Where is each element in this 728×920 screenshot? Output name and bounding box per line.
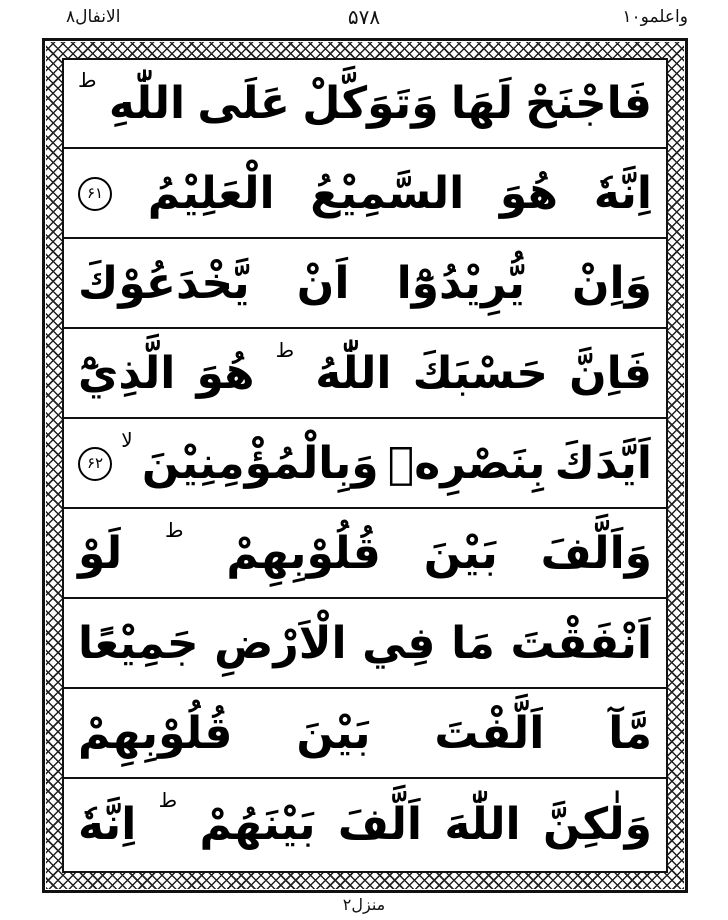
word: اَنْ [296, 257, 350, 309]
word: وَبِالْمُؤْمِنِيْنَ [141, 437, 379, 489]
word: الْعَلِيْمُ [147, 167, 275, 219]
text-line [64, 330, 666, 419]
manzil-label: منزل۲ [342, 895, 386, 914]
word: حَسْبَكَ [412, 347, 549, 399]
text-line [64, 240, 666, 329]
waqf-mark: ط [165, 518, 184, 542]
word: اللّٰهَ [444, 798, 521, 850]
waqf-mark: ط [158, 788, 178, 812]
word: بَيْنَ [296, 707, 371, 759]
word: لَوْ [78, 527, 123, 579]
word: بَيْنَهُمْ [199, 798, 316, 850]
word: اَلَّفْتَ [434, 707, 545, 759]
word: جَمِيْعًا [78, 617, 199, 669]
text-block [64, 60, 666, 871]
text-line [64, 150, 666, 239]
word: وَلٰكِنَّ [542, 798, 652, 850]
para-name: واعلمو۱۰ [622, 7, 688, 27]
word: وَاَلَّفَ [540, 527, 652, 579]
word: اَلَّفَ [337, 798, 422, 850]
waqf-mark: لا [121, 428, 133, 452]
word: اَيَّدَكَ [554, 437, 652, 489]
word: السَّمِيْعُ [310, 167, 465, 219]
text-line [64, 60, 666, 149]
word: لَهَا [450, 77, 513, 129]
text-line [64, 420, 666, 509]
text-line [64, 780, 666, 869]
word: وَتَوَكَّلْ [302, 77, 439, 129]
word: بَيْنَ [423, 527, 498, 579]
word: اَنْفَقْتَ [510, 617, 652, 669]
ayah-number-marker: ۶۱ [78, 177, 112, 211]
word: عَلَى [197, 77, 290, 129]
word: اللّٰهِ [108, 77, 186, 129]
word: مَّآ [608, 707, 652, 759]
word: الْاَرْضِ [214, 617, 347, 669]
waqf-mark: ط [275, 338, 295, 362]
word: بِنَصْرِهٖ [387, 437, 546, 489]
word: اللّٰهُ [315, 347, 392, 399]
word: مَا [451, 617, 495, 669]
word: يَّخْدَعُوْكَ [78, 257, 250, 309]
page-number: ۵۷۸ [347, 5, 381, 29]
ayah-number-marker: ۶۲ [78, 447, 112, 481]
word: هُوَ [196, 347, 255, 399]
word: فِي [362, 617, 436, 669]
word: هُوَ [499, 167, 558, 219]
word: قُلُوْبِهِمْ [226, 527, 381, 579]
word: اِنَّهٗ [78, 798, 137, 850]
word: يُّرِيْدُوْٓا [396, 257, 525, 309]
word: قُلُوْبِهِمْ [78, 707, 233, 759]
word: اِنَّهٗ [593, 167, 652, 219]
word: فَاجْنَحْ [525, 77, 652, 129]
waqf-mark: ط [78, 68, 97, 92]
word: فَاِنَّ [569, 347, 652, 399]
text-line [64, 600, 666, 689]
text-line [64, 510, 666, 599]
word: الَّذِيْٓ [78, 347, 176, 399]
surah-name: الانفال۸ [66, 7, 121, 27]
text-line [64, 690, 666, 779]
word: وَاِنْ [572, 257, 652, 309]
